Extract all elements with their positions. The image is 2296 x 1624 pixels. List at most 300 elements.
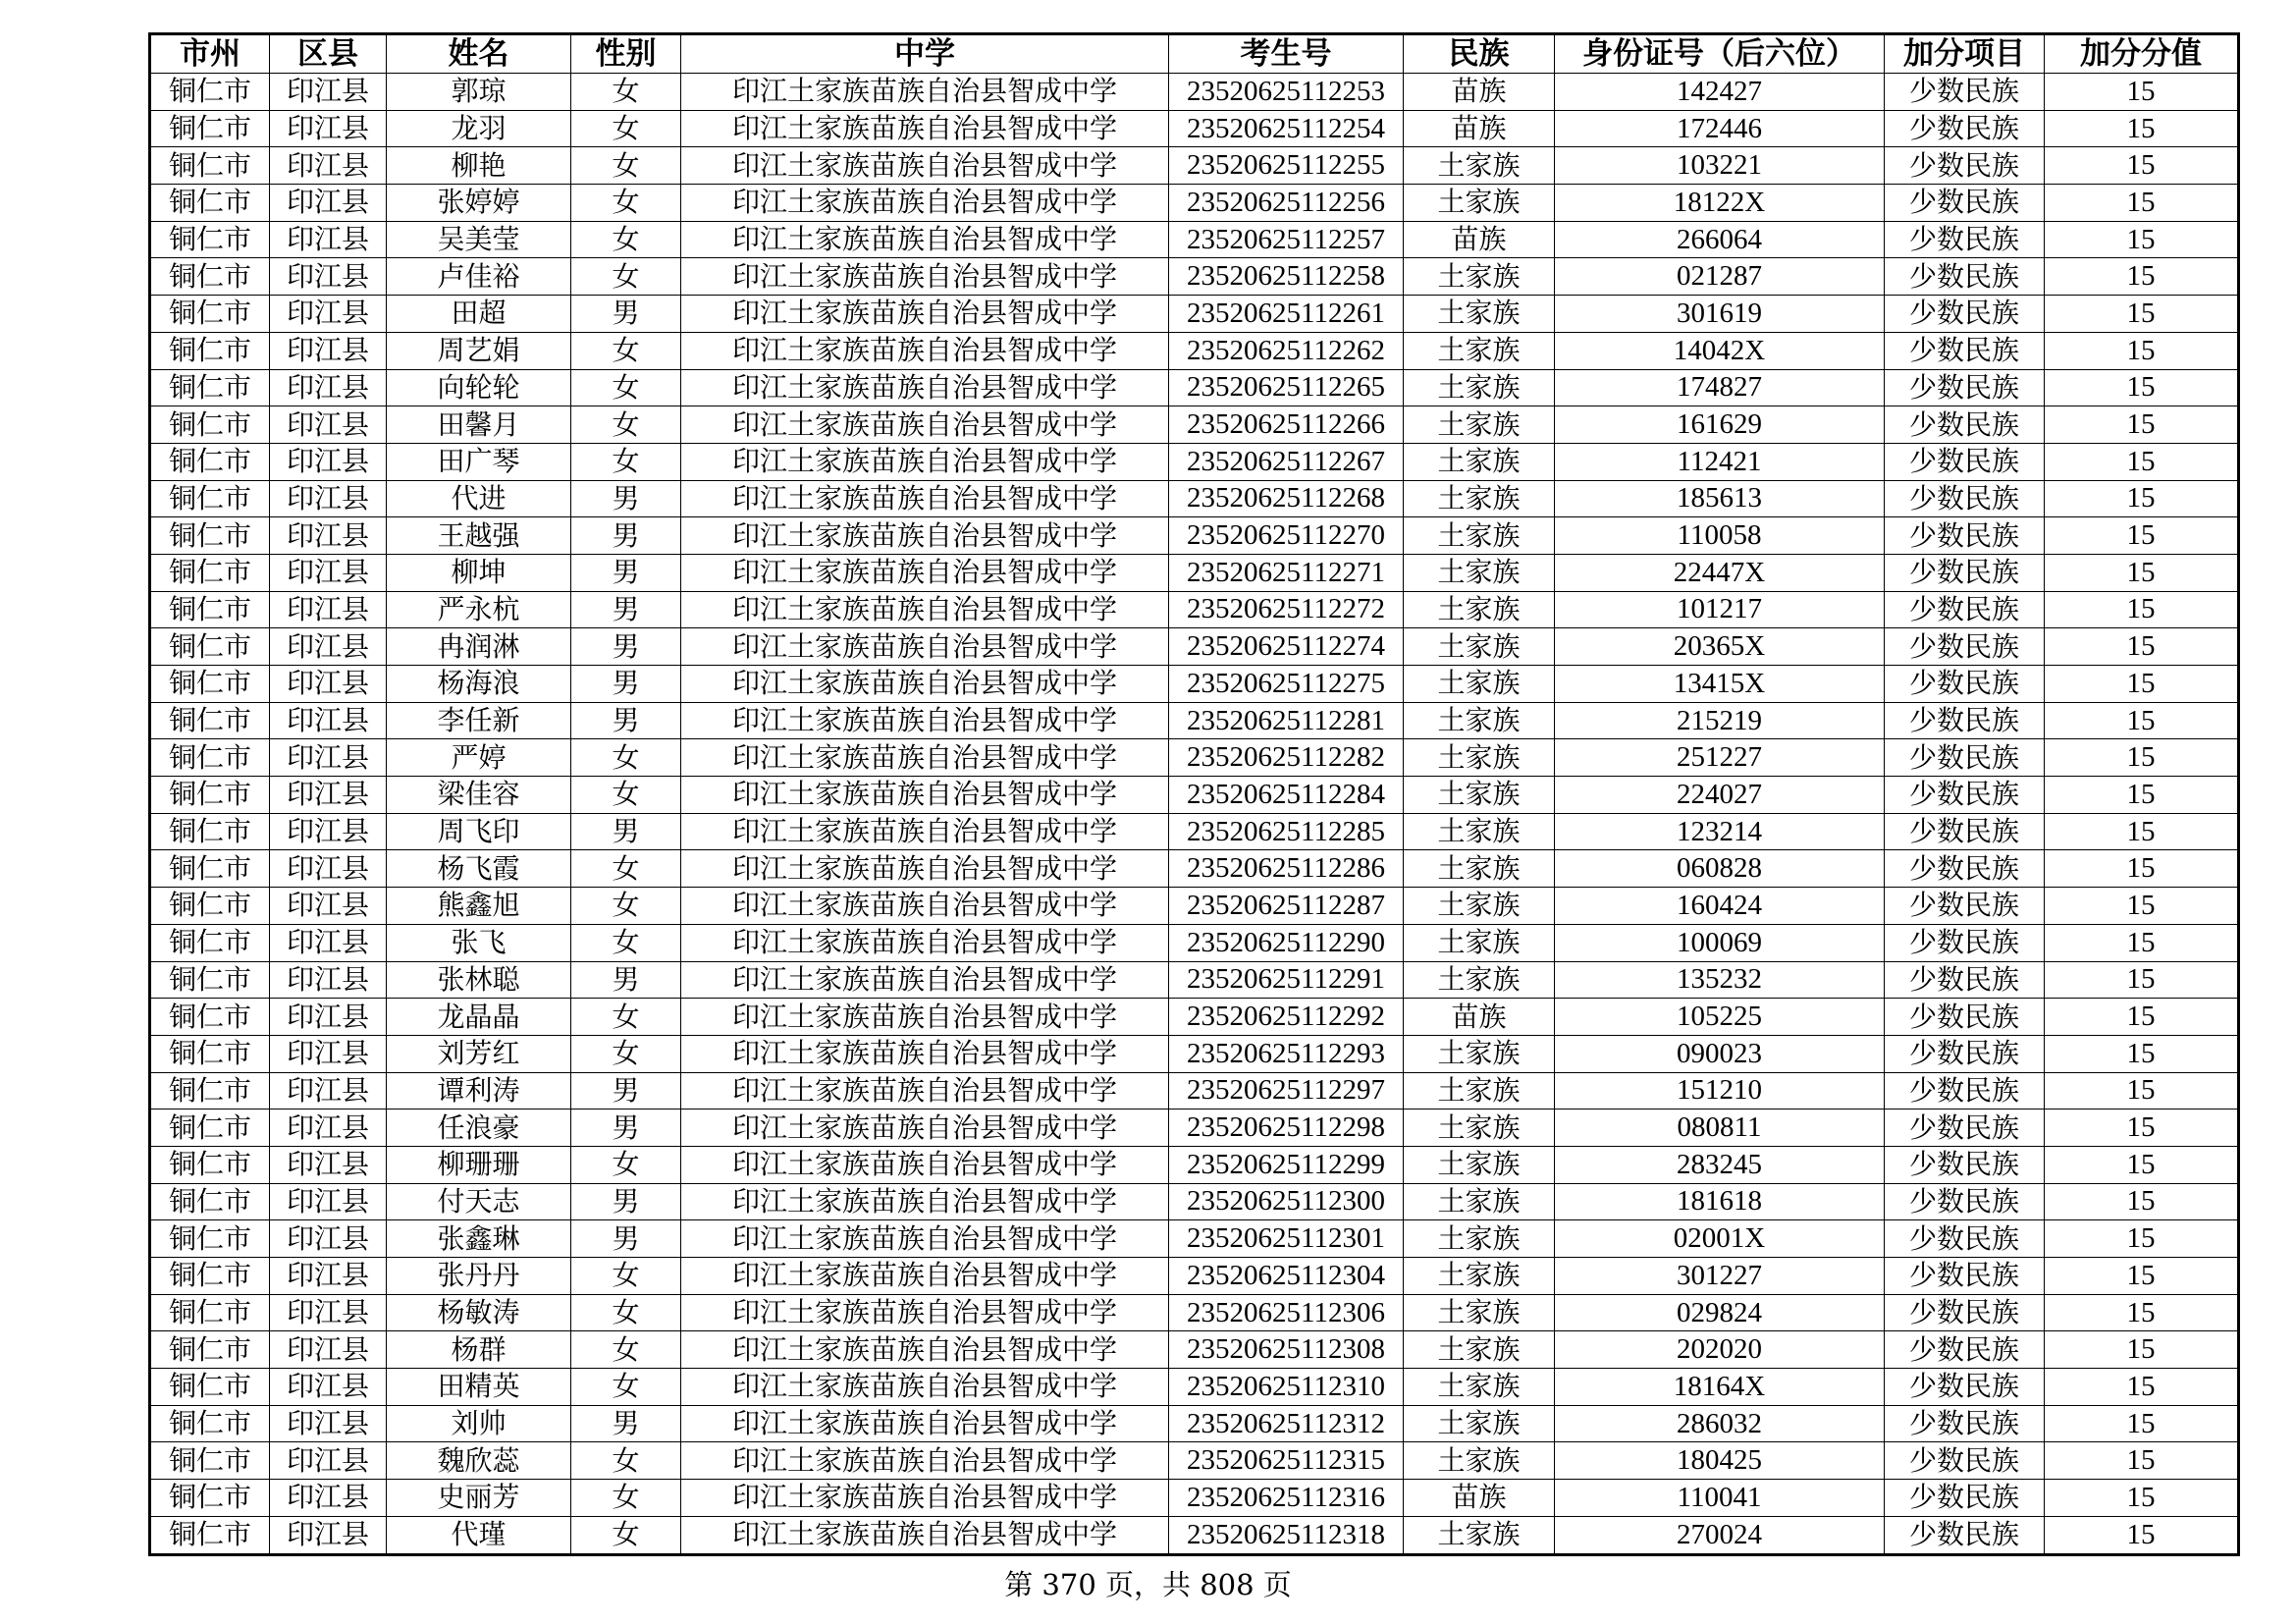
- ethnicity-cell: 土家族: [1404, 332, 1555, 369]
- county-cell: 印江县: [270, 221, 387, 258]
- exam-number-cell: 23520625112262: [1169, 332, 1404, 369]
- bonus-value-cell: 15: [2045, 443, 2239, 480]
- bonus-item-cell: 少数民族: [1885, 332, 2045, 369]
- id-suffix-cell: 18164X: [1555, 1369, 1885, 1406]
- school-cell: 印江土家族苗族自治县智成中学: [681, 1035, 1169, 1072]
- name-cell: 李任新: [387, 702, 571, 739]
- school-cell: 印江土家族苗族自治县智成中学: [681, 1331, 1169, 1369]
- name-cell: 谭利涛: [387, 1072, 571, 1110]
- table-row: [150, 1405, 2239, 1442]
- city-cell: 铜仁市: [150, 369, 270, 406]
- city-cell: 铜仁市: [150, 147, 270, 185]
- table-row: [150, 1294, 2239, 1331]
- bonus-value-cell: 15: [2045, 999, 2239, 1036]
- id-suffix-cell: 13415X: [1555, 666, 1885, 703]
- county-cell: 印江县: [270, 517, 387, 555]
- bonus-value-cell: 15: [2045, 110, 2239, 147]
- exam-number-cell: 23520625112265: [1169, 369, 1404, 406]
- city-cell: 铜仁市: [150, 813, 270, 850]
- city-cell: 铜仁市: [150, 185, 270, 222]
- ethnicity-cell: 土家族: [1404, 961, 1555, 999]
- name-cell: 梁佳容: [387, 777, 571, 814]
- county-cell: 印江县: [270, 850, 387, 888]
- name-cell: 冉润淋: [387, 628, 571, 666]
- ethnicity-cell: 土家族: [1404, 924, 1555, 961]
- gender-cell: 女: [571, 1331, 681, 1369]
- city-cell: 铜仁市: [150, 1146, 270, 1183]
- county-cell: 印江县: [270, 258, 387, 296]
- city-cell: 铜仁市: [150, 1294, 270, 1331]
- exam-number-cell: 23520625112284: [1169, 777, 1404, 814]
- id-suffix-cell: 174827: [1555, 369, 1885, 406]
- school-cell: 印江土家族苗族自治县智成中学: [681, 1258, 1169, 1295]
- city-cell: 铜仁市: [150, 1331, 270, 1369]
- id-suffix-cell: 110041: [1555, 1480, 1885, 1517]
- gender-cell: 女: [571, 332, 681, 369]
- name-cell: 代进: [387, 480, 571, 517]
- name-cell: 田超: [387, 296, 571, 333]
- county-cell: 印江县: [270, 1331, 387, 1369]
- id-suffix-cell: 181618: [1555, 1183, 1885, 1220]
- school-cell: 印江土家族苗族自治县智成中学: [681, 1072, 1169, 1110]
- ethnicity-cell: 土家族: [1404, 850, 1555, 888]
- bonus-item-cell: 少数民族: [1885, 1072, 2045, 1110]
- table-row: [150, 1110, 2239, 1147]
- bonus-value-cell: 15: [2045, 1258, 2239, 1295]
- bonus-value-cell: 15: [2045, 813, 2239, 850]
- county-cell: 印江县: [270, 369, 387, 406]
- id-suffix-cell: 286032: [1555, 1405, 1885, 1442]
- bonus-value-cell: 15: [2045, 406, 2239, 444]
- school-header: 中学: [681, 34, 1169, 74]
- county-cell: 印江县: [270, 591, 387, 628]
- gender-cell: 女: [571, 406, 681, 444]
- bonus-value-cell: 15: [2045, 517, 2239, 555]
- exam-number-cell: 23520625112256: [1169, 185, 1404, 222]
- bonus-item-cell: 少数民族: [1885, 961, 2045, 999]
- bonus-item-cell: 少数民族: [1885, 369, 2045, 406]
- county-cell: 印江县: [270, 1146, 387, 1183]
- id-suffix-cell: 20365X: [1555, 628, 1885, 666]
- gender-cell: 男: [571, 628, 681, 666]
- ethnicity-cell: 苗族: [1404, 110, 1555, 147]
- id-suffix-cell: 301619: [1555, 296, 1885, 333]
- bonus-value-cell: 15: [2045, 221, 2239, 258]
- id-suffix-cell: 270024: [1555, 1516, 1885, 1554]
- id-suffix-cell: 160424: [1555, 888, 1885, 925]
- exam-number-cell: 23520625112299: [1169, 1146, 1404, 1183]
- county-cell: 印江县: [270, 702, 387, 739]
- bonus-item-cell: 少数民族: [1885, 185, 2045, 222]
- county-cell: 印江县: [270, 1294, 387, 1331]
- ethnicity-cell: 土家族: [1404, 296, 1555, 333]
- id-suffix-cell: 185613: [1555, 480, 1885, 517]
- county-cell: 印江县: [270, 1035, 387, 1072]
- school-cell: 印江土家族苗族自治县智成中学: [681, 480, 1169, 517]
- city-cell: 铜仁市: [150, 1405, 270, 1442]
- name-cell: 付天志: [387, 1183, 571, 1220]
- city-cell: 铜仁市: [150, 517, 270, 555]
- city-cell: 铜仁市: [150, 1220, 270, 1258]
- school-cell: 印江土家族苗族自治县智成中学: [681, 777, 1169, 814]
- gender-cell: 女: [571, 443, 681, 480]
- gender-cell: 女: [571, 185, 681, 222]
- school-cell: 印江土家族苗族自治县智成中学: [681, 406, 1169, 444]
- school-cell: 印江土家族苗族自治县智成中学: [681, 369, 1169, 406]
- name-cell: 张丹丹: [387, 1258, 571, 1295]
- name-cell: 张鑫琳: [387, 1220, 571, 1258]
- gender-cell: 男: [571, 480, 681, 517]
- city-cell: 铜仁市: [150, 443, 270, 480]
- bonus-value-cell: 15: [2045, 74, 2239, 111]
- table-row: [150, 332, 2239, 369]
- exam-number-cell: 23520625112293: [1169, 1035, 1404, 1072]
- bonus-value-cell: 15: [2045, 1110, 2239, 1147]
- county-cell: 印江县: [270, 1110, 387, 1147]
- ethnicity-cell: 土家族: [1404, 1294, 1555, 1331]
- table-row: [150, 1442, 2239, 1480]
- school-cell: 印江土家族苗族自治县智成中学: [681, 517, 1169, 555]
- city-cell: 铜仁市: [150, 777, 270, 814]
- city-cell: 铜仁市: [150, 1369, 270, 1406]
- id-suffix-cell: 135232: [1555, 961, 1885, 999]
- city-cell: 铜仁市: [150, 74, 270, 111]
- city-cell: 铜仁市: [150, 1110, 270, 1147]
- bonus-value-cell: 15: [2045, 924, 2239, 961]
- county-cell: 印江县: [270, 628, 387, 666]
- county-cell: 印江县: [270, 185, 387, 222]
- table-row: [150, 1220, 2239, 1258]
- bonus-value-header: 加分分值: [2045, 34, 2239, 74]
- ethnicity-cell: 土家族: [1404, 443, 1555, 480]
- county-cell: 印江县: [270, 888, 387, 925]
- school-cell: 印江土家族苗族自治县智成中学: [681, 961, 1169, 999]
- city-cell: 铜仁市: [150, 1258, 270, 1295]
- gender-cell: 女: [571, 1480, 681, 1517]
- id-suffix-cell: 202020: [1555, 1331, 1885, 1369]
- id-suffix-cell: 110058: [1555, 517, 1885, 555]
- ethnicity-cell: 土家族: [1404, 628, 1555, 666]
- city-cell: 铜仁市: [150, 221, 270, 258]
- bonus-value-cell: 15: [2045, 591, 2239, 628]
- city-cell: 铜仁市: [150, 332, 270, 369]
- bonus-value-cell: 15: [2045, 1516, 2239, 1554]
- table-row: [150, 1072, 2239, 1110]
- school-cell: 印江土家族苗族自治县智成中学: [681, 147, 1169, 185]
- bonus-item-cell: 少数民族: [1885, 258, 2045, 296]
- bonus-item-cell: 少数民族: [1885, 999, 2045, 1036]
- table-row: [150, 296, 2239, 333]
- city-cell: 铜仁市: [150, 1442, 270, 1480]
- school-cell: 印江土家族苗族自治县智成中学: [681, 185, 1169, 222]
- id-suffix-cell: 161629: [1555, 406, 1885, 444]
- bonus-value-cell: 15: [2045, 850, 2239, 888]
- city-cell: 铜仁市: [150, 406, 270, 444]
- school-cell: 印江土家族苗族自治县智成中学: [681, 1220, 1169, 1258]
- gender-cell: 男: [571, 1183, 681, 1220]
- bonus-value-cell: 15: [2045, 961, 2239, 999]
- bonus-item-cell: 少数民族: [1885, 1405, 2045, 1442]
- table-row: [150, 74, 2239, 111]
- exam-number-cell: 23520625112298: [1169, 1110, 1404, 1147]
- bonus-value-cell: 15: [2045, 1369, 2239, 1406]
- exam-number-cell: 23520625112281: [1169, 702, 1404, 739]
- city-cell: 铜仁市: [150, 1516, 270, 1554]
- city-cell: 铜仁市: [150, 999, 270, 1036]
- gender-cell: 女: [571, 258, 681, 296]
- exam-number-cell: 23520625112286: [1169, 850, 1404, 888]
- county-cell: 印江县: [270, 999, 387, 1036]
- school-cell: 印江土家族苗族自治县智成中学: [681, 1183, 1169, 1220]
- id-suffix-cell: 180425: [1555, 1442, 1885, 1480]
- city-cell: 铜仁市: [150, 888, 270, 925]
- name-cell: 周飞印: [387, 813, 571, 850]
- gender-cell: 男: [571, 517, 681, 555]
- school-cell: 印江土家族苗族自治县智成中学: [681, 1405, 1169, 1442]
- id-suffix-cell: 123214: [1555, 813, 1885, 850]
- ethnicity-cell: 土家族: [1404, 1072, 1555, 1110]
- gender-cell: 女: [571, 369, 681, 406]
- school-cell: 印江土家族苗族自治县智成中学: [681, 1369, 1169, 1406]
- name-cell: 柳珊珊: [387, 1146, 571, 1183]
- bonus-value-cell: 15: [2045, 369, 2239, 406]
- exam-number-cell: 23520625112315: [1169, 1442, 1404, 1480]
- exam-number-cell: 23520625112257: [1169, 221, 1404, 258]
- exam-number-cell: 23520625112287: [1169, 888, 1404, 925]
- ethnicity-cell: 土家族: [1404, 739, 1555, 777]
- name-cell: 代瑾: [387, 1516, 571, 1554]
- name-cell: 龙晶晶: [387, 999, 571, 1036]
- name-cell: 史丽芳: [387, 1480, 571, 1517]
- name-cell: 田精英: [387, 1369, 571, 1406]
- ethnicity-cell: 土家族: [1404, 1516, 1555, 1554]
- gender-cell: 女: [571, 924, 681, 961]
- county-cell: 印江县: [270, 443, 387, 480]
- school-cell: 印江土家族苗族自治县智成中学: [681, 443, 1169, 480]
- table-row: [150, 406, 2239, 444]
- bonus-value-cell: 15: [2045, 739, 2239, 777]
- county-cell: 印江县: [270, 406, 387, 444]
- city-cell: 铜仁市: [150, 961, 270, 999]
- gender-header: 性别: [571, 34, 681, 74]
- id-suffix-cell: 22447X: [1555, 554, 1885, 591]
- bonus-item-cell: 少数民族: [1885, 296, 2045, 333]
- name-cell: 熊鑫旭: [387, 888, 571, 925]
- bonus-item-cell: 少数民族: [1885, 221, 2045, 258]
- school-cell: 印江土家族苗族自治县智成中学: [681, 74, 1169, 111]
- id-suffix-cell: 105225: [1555, 999, 1885, 1036]
- exam-number-cell: 23520625112291: [1169, 961, 1404, 999]
- table-row: [150, 1480, 2239, 1517]
- exam-number-cell: 23520625112255: [1169, 147, 1404, 185]
- table-row: [150, 258, 2239, 296]
- bonus-item-cell: 少数民族: [1885, 517, 2045, 555]
- county-cell: 印江县: [270, 1072, 387, 1110]
- bonus-item-cell: 少数民族: [1885, 591, 2045, 628]
- name-cell: 严婷: [387, 739, 571, 777]
- exam-number-cell: 23520625112266: [1169, 406, 1404, 444]
- bonus-item-cell: 少数民族: [1885, 1110, 2045, 1147]
- gender-cell: 女: [571, 74, 681, 111]
- city-cell: 铜仁市: [150, 850, 270, 888]
- school-cell: 印江土家族苗族自治县智成中学: [681, 702, 1169, 739]
- bonus-value-cell: 15: [2045, 185, 2239, 222]
- bonus-points-table: [148, 32, 2240, 1556]
- school-cell: 印江土家族苗族自治县智成中学: [681, 1294, 1169, 1331]
- bonus-value-cell: 15: [2045, 296, 2239, 333]
- gender-cell: 男: [571, 702, 681, 739]
- table-row: [150, 110, 2239, 147]
- school-cell: 印江土家族苗族自治县智成中学: [681, 1442, 1169, 1480]
- name-cell: 张婷婷: [387, 185, 571, 222]
- table-row: [150, 221, 2239, 258]
- gender-cell: 男: [571, 961, 681, 999]
- ethnicity-cell: 土家族: [1404, 888, 1555, 925]
- ethnicity-cell: 土家族: [1404, 147, 1555, 185]
- city-cell: 铜仁市: [150, 702, 270, 739]
- gender-cell: 女: [571, 1258, 681, 1295]
- id-suffix-cell: 02001X: [1555, 1220, 1885, 1258]
- ethnicity-cell: 苗族: [1404, 221, 1555, 258]
- bonus-value-cell: 15: [2045, 1146, 2239, 1183]
- exam-number-cell: 23520625112306: [1169, 1294, 1404, 1331]
- ethnicity-cell: 土家族: [1404, 1146, 1555, 1183]
- id-suffix-header: 身份证号（后六位）: [1555, 34, 1885, 74]
- id-suffix-cell: 029824: [1555, 1294, 1885, 1331]
- table-row: [150, 961, 2239, 999]
- school-cell: 印江土家族苗族自治县智成中学: [681, 1110, 1169, 1147]
- county-cell: 印江县: [270, 813, 387, 850]
- bonus-value-cell: 15: [2045, 888, 2239, 925]
- exam-number-cell: 23520625112261: [1169, 296, 1404, 333]
- page-footer: 第 370 页，共 808 页: [1004, 1568, 1292, 1601]
- bonus-value-cell: 15: [2045, 777, 2239, 814]
- bonus-item-cell: 少数民族: [1885, 74, 2045, 111]
- table-row: [150, 554, 2239, 591]
- ethnicity-cell: 苗族: [1404, 999, 1555, 1036]
- city-cell: 铜仁市: [150, 666, 270, 703]
- exam-number-cell: 23520625112271: [1169, 554, 1404, 591]
- gender-cell: 女: [571, 739, 681, 777]
- county-cell: 印江县: [270, 480, 387, 517]
- exam-number-cell: 23520625112318: [1169, 1516, 1404, 1554]
- table-row: [150, 739, 2239, 777]
- name-cell: 龙羽: [387, 110, 571, 147]
- id-suffix-cell: 224027: [1555, 777, 1885, 814]
- bonus-item-cell: 少数民族: [1885, 1331, 2045, 1369]
- bonus-value-cell: 15: [2045, 1480, 2239, 1517]
- bonus-item-cell: 少数民族: [1885, 443, 2045, 480]
- id-suffix-cell: 112421: [1555, 443, 1885, 480]
- gender-cell: 女: [571, 1516, 681, 1554]
- gender-cell: 女: [571, 147, 681, 185]
- county-cell: 印江县: [270, 554, 387, 591]
- city-cell: 铜仁市: [150, 1480, 270, 1517]
- id-suffix-cell: 14042X: [1555, 332, 1885, 369]
- city-cell: 铜仁市: [150, 1035, 270, 1072]
- city-cell: 铜仁市: [150, 296, 270, 333]
- school-cell: 印江土家族苗族自治县智成中学: [681, 1146, 1169, 1183]
- school-cell: 印江土家族苗族自治县智成中学: [681, 888, 1169, 925]
- bonus-item-cell: 少数民族: [1885, 1183, 2045, 1220]
- bonus-item-cell: 少数民族: [1885, 1258, 2045, 1295]
- city-cell: 铜仁市: [150, 1183, 270, 1220]
- ethnicity-cell: 土家族: [1404, 1369, 1555, 1406]
- name-cell: 杨群: [387, 1331, 571, 1369]
- bonus-item-cell: 少数民族: [1885, 406, 2045, 444]
- id-suffix-cell: 080811: [1555, 1110, 1885, 1147]
- city-header: 市州: [150, 34, 270, 74]
- name-cell: 吴美莹: [387, 221, 571, 258]
- name-cell: 张林聪: [387, 961, 571, 999]
- bonus-value-cell: 15: [2045, 1183, 2239, 1220]
- table-row: [150, 443, 2239, 480]
- exam-number-cell: 23520625112304: [1169, 1258, 1404, 1295]
- table-row: [150, 591, 2239, 628]
- ethnicity-cell: 土家族: [1404, 1035, 1555, 1072]
- table-row: [150, 924, 2239, 961]
- county-cell: 印江县: [270, 1258, 387, 1295]
- exam-number-cell: 23520625112282: [1169, 739, 1404, 777]
- bonus-item-cell: 少数民族: [1885, 1480, 2045, 1517]
- county-cell: 印江县: [270, 924, 387, 961]
- school-cell: 印江土家族苗族自治县智成中学: [681, 258, 1169, 296]
- school-cell: 印江土家族苗族自治县智成中学: [681, 110, 1169, 147]
- table-row: [150, 813, 2239, 850]
- ethnicity-cell: 土家族: [1404, 1183, 1555, 1220]
- bonus-item-cell: 少数民族: [1885, 666, 2045, 703]
- table-row: [150, 666, 2239, 703]
- gender-cell: 男: [571, 813, 681, 850]
- id-suffix-cell: 266064: [1555, 221, 1885, 258]
- ethnicity-cell: 土家族: [1404, 1442, 1555, 1480]
- name-cell: 魏欣蕊: [387, 1442, 571, 1480]
- city-cell: 铜仁市: [150, 258, 270, 296]
- id-suffix-cell: 090023: [1555, 1035, 1885, 1072]
- ethnicity-cell: 土家族: [1404, 1258, 1555, 1295]
- school-cell: 印江土家族苗族自治县智成中学: [681, 666, 1169, 703]
- city-cell: 铜仁市: [150, 924, 270, 961]
- bonus-item-header: 加分项目: [1885, 34, 2045, 74]
- exam-number-cell: 23520625112267: [1169, 443, 1404, 480]
- name-cell: 杨海浪: [387, 666, 571, 703]
- name-cell: 郭琼: [387, 74, 571, 111]
- ethnicity-cell: 土家族: [1404, 554, 1555, 591]
- school-cell: 印江土家族苗族自治县智成中学: [681, 924, 1169, 961]
- name-cell: 柳坤: [387, 554, 571, 591]
- table-row: [150, 185, 2239, 222]
- ethnicity-header: 民族: [1404, 34, 1555, 74]
- bonus-value-cell: 15: [2045, 1035, 2239, 1072]
- name-cell: 杨飞霞: [387, 850, 571, 888]
- gender-cell: 女: [571, 1294, 681, 1331]
- table-header-row: [150, 34, 2239, 74]
- name-cell: 严永杭: [387, 591, 571, 628]
- bonus-value-cell: 15: [2045, 702, 2239, 739]
- id-suffix-cell: 101217: [1555, 591, 1885, 628]
- table-row: [150, 147, 2239, 185]
- exam-number-cell: 23520625112297: [1169, 1072, 1404, 1110]
- bonus-item-cell: 少数民族: [1885, 1516, 2045, 1554]
- school-cell: 印江土家族苗族自治县智成中学: [681, 221, 1169, 258]
- id-suffix-cell: 172446: [1555, 110, 1885, 147]
- bonus-item-cell: 少数民族: [1885, 739, 2045, 777]
- gender-cell: 女: [571, 1369, 681, 1406]
- bonus-value-cell: 15: [2045, 332, 2239, 369]
- gender-cell: 男: [571, 296, 681, 333]
- table-row: [150, 777, 2239, 814]
- exam-number-cell: 23520625112310: [1169, 1369, 1404, 1406]
